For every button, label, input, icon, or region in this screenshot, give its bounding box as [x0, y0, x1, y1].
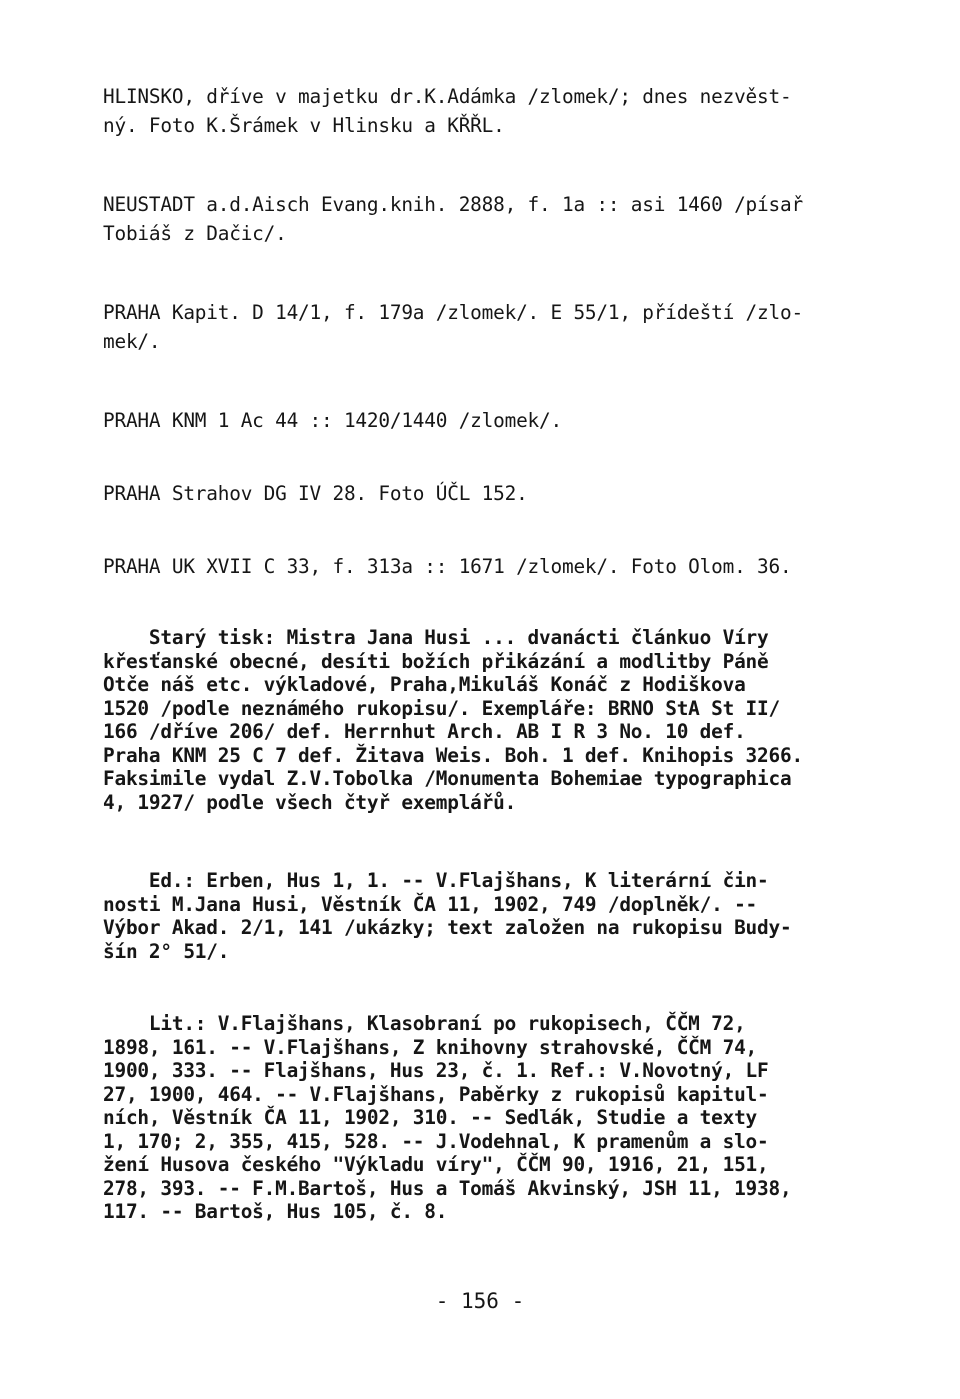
entry-hlinsko: [103, 82, 873, 140]
text-line: 166 /dříve 206/ def. Herrnhut Arch. AB I R 3 No. 10 def.: [103, 720, 746, 743]
text-line: 1898, 161. -- V.Flajšhans, Z knihovny strahovské, ČČM 74,: [103, 1035, 758, 1059]
text-line: Faksimile vydal Z.V.Tobolka /Monumenta Bohemiae typographica: [103, 767, 792, 790]
text-line: mek/.: [103, 330, 161, 353]
text-line: PRAHA UK XVII C 33, f. 313a :: 1671 /zlomek/. Foto Olom. 36.: [103, 555, 792, 578]
entry-praha-strahov: [103, 479, 873, 508]
text-line: Praha KNM 25 C 7 def. Žitava Weis. Boh. 1 def. Knihopis 3266.: [103, 743, 803, 767]
text-line: Lit.: V.Flajšhans, Klasobraní po rukopisech, ČČM 72,: [103, 1012, 746, 1035]
page-number: - 156 -: [435, 1289, 525, 1313]
text-line: žení Husova českého "Výkladu víry", ČČM 90, 1916, 21, 151,: [103, 1153, 769, 1176]
entry-praha-kapit: [103, 298, 873, 356]
entry-neustadt: [103, 190, 873, 248]
text-line: Starý tisk: Mistra Jana Husi ... dvanácti článkuo Víry: [103, 626, 769, 649]
text-line: 117. -- Bartoš, Hus 105, č. 8.: [103, 1200, 448, 1223]
paragraph-stary-tisk: [103, 626, 873, 814]
text-line: ný. Foto K.Šrámek v Hlinsku a KŘŘL.: [103, 114, 505, 137]
text-line: NEUSTADT a.d.Aisch Evang.knih. 2888, f. 1a :: asi 1460 /písař: [103, 193, 803, 216]
text-line: šín 2° 51/.: [103, 939, 230, 963]
text-line: Otče náš etc. výkladové, Praha,Mikuláš Konáč z Hodiškova: [103, 673, 746, 696]
text-line: Ed.: Erben, Hus 1, 1. -- V.Flajšhans, K literární čin-: [103, 869, 769, 892]
text-line: 1520 /podle neznámého rukopisu/. Exempláře: BRNO StA St II/: [103, 696, 780, 720]
text-line: nosti M.Jana Husi, Věstník ČA 11, 1902, 749 /doplněk/. --: [103, 892, 758, 916]
paragraph-literature: [103, 1012, 873, 1224]
text-line: 1900, 333. -- Flajšhans, Hus 23, č. 1. Ref.: V.Novotný, LF: [103, 1059, 769, 1082]
text-line: 278, 393. -- F.M.Bartoš, Hus a Tomáš Akvinský, JSH 11, 1938,: [103, 1176, 792, 1200]
entry-praha-knm: [103, 406, 873, 435]
text-line: HLINSKO, dříve v majetku dr.K.Adámka /zlomek/; dnes nezvěst-: [103, 85, 792, 108]
paragraph-editions: [103, 869, 873, 963]
text-line: Tobiáš z Dačic/.: [103, 222, 287, 245]
text-line: 1, 170; 2, 355, 415, 528. -- J.Vodehnal, K pramenům a slo-: [103, 1129, 769, 1153]
text-line: PRAHA KNM 1 Ac 44 :: 1420/1440 /zlomek/.: [103, 409, 562, 432]
text-line: PRAHA Kapit. D 14/1, f. 179a /zlomek/. E 55/1, přídeští /zlo-: [103, 301, 803, 324]
text-line: PRAHA Strahov DG IV 28. Foto ÚČL 152.: [103, 482, 528, 505]
text-line: 27, 1900, 464. -- V.Flajšhans, Paběrky z rukopisů kapitul-: [103, 1082, 769, 1106]
entry-praha-uk: [103, 552, 873, 581]
text-line: křesťanské obecné, desíti božích přikázání a modlitby Páně: [103, 649, 769, 673]
text-line: Výbor Akad. 2/1, 141 /ukázky; text založen na rukopisu Budy-: [103, 916, 792, 939]
text-line: ních, Věstník ČA 11, 1902, 310. -- Sedlák, Studie a texty: [103, 1106, 758, 1129]
text-line: 4, 1927/ podle všech čtyř exemplářů.: [103, 790, 517, 814]
